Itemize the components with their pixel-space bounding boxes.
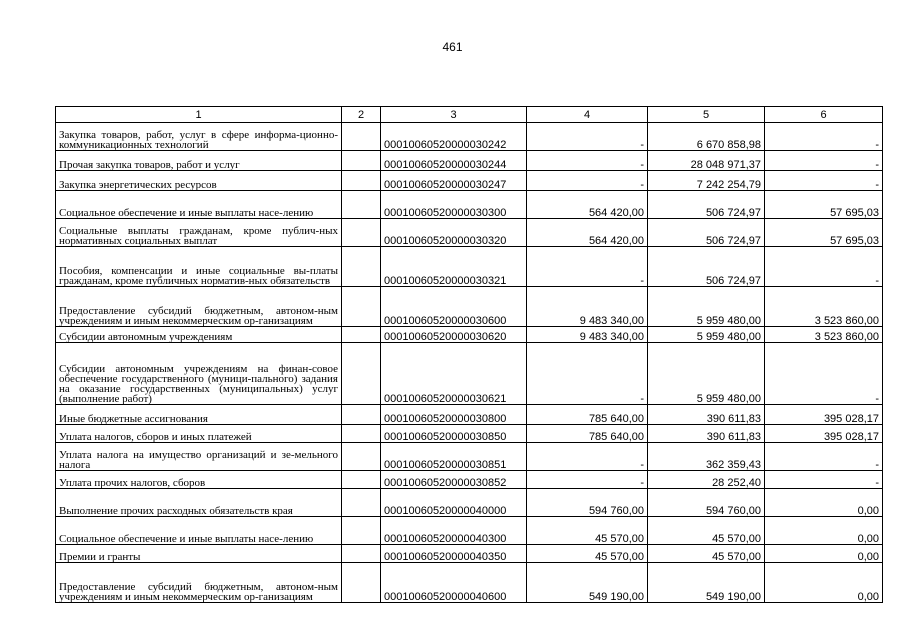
row-value-6-cell: 0,00 (765, 489, 883, 517)
table-row (56, 151, 883, 171)
row-value-4-cell: - (527, 343, 648, 405)
table-row (56, 489, 883, 517)
table-row (56, 517, 883, 545)
column-header: 1 (56, 107, 342, 123)
row-value-4-cell: 45 570,00 (527, 545, 648, 563)
table-row (56, 191, 883, 219)
row-value-5-cell: 549 190,00 (648, 563, 765, 603)
table-row (56, 287, 883, 327)
row-col2-cell (342, 489, 381, 517)
row-value-5-cell: 28 252,40 (648, 471, 765, 489)
row-col2-cell (342, 327, 381, 343)
row-value-5-cell: 362 359,43 (648, 443, 765, 471)
row-code-cell: 00010060520000030850 (381, 425, 527, 443)
row-col2-cell (342, 247, 381, 287)
column-header: 6 (765, 107, 883, 123)
row-value-6-cell: - (765, 443, 883, 471)
row-col2-cell (342, 171, 381, 191)
table-row (56, 327, 883, 343)
header-row (56, 107, 883, 123)
row-code-cell: 00010060520000040600 (381, 563, 527, 603)
row-value-4-cell: 594 760,00 (527, 489, 648, 517)
row-code-cell: 00010060520000030800 (381, 405, 527, 425)
row-code-cell: 00010060520000030242 (381, 123, 527, 151)
table-row (56, 343, 883, 405)
row-col2-cell (342, 563, 381, 603)
table-row (56, 405, 883, 425)
row-name-cell: Предоставление субсидий бюджетным, автоном-ным учреждениям и иным некоммерческим ор-ганизациям (56, 563, 342, 603)
row-value-6-cell: 0,00 (765, 517, 883, 545)
row-col2-cell (342, 287, 381, 327)
row-col2-cell (342, 123, 381, 151)
row-value-6-cell: 0,00 (765, 563, 883, 603)
row-code-cell: 00010060520000040000 (381, 489, 527, 517)
row-name-cell: Социальное обеспечение и иные выплаты насе-лению (56, 191, 342, 219)
row-value-4-cell: 9 483 340,00 (527, 287, 648, 327)
row-value-5-cell: 506 724,97 (648, 191, 765, 219)
row-code-cell: 00010060520000030620 (381, 327, 527, 343)
row-value-5-cell: 506 724,97 (648, 247, 765, 287)
row-code-cell: 00010060520000030621 (381, 343, 527, 405)
row-value-5-cell: 5 959 480,00 (648, 343, 765, 405)
row-name-cell: Пособия, компенсации и иные социальные вы-платы гражданам, кроме публичных норматив-ных обязательств (56, 247, 342, 287)
row-value-6-cell: - (765, 247, 883, 287)
row-value-6-cell: - (765, 151, 883, 171)
row-name-cell: Уплата прочих налогов, сборов (56, 471, 342, 489)
row-value-6-cell: - (765, 471, 883, 489)
row-value-4-cell: 9 483 340,00 (527, 327, 648, 343)
row-value-5-cell: 7 242 254,79 (648, 171, 765, 191)
page-number: 461 (442, 40, 463, 54)
row-value-6-cell: 3 523 860,00 (765, 287, 883, 327)
row-code-cell: 00010060520000040350 (381, 545, 527, 563)
row-name-cell: Социальные выплаты гражданам, кроме публич-ных нормативных социальных выплат (56, 219, 342, 247)
row-name-cell: Субсидии автономным учреждениям на финан-совое обеспечение государственного (муници-пального) задания на оказание государственных (муниципальных) услуг (выполнение работ) (56, 343, 342, 405)
row-code-cell: 00010060520000030300 (381, 191, 527, 219)
row-col2-cell (342, 517, 381, 545)
row-value-4-cell: - (527, 151, 648, 171)
row-value-5-cell: 45 570,00 (648, 545, 765, 563)
budget-table (55, 106, 883, 603)
row-value-4-cell: 785 640,00 (527, 425, 648, 443)
row-code-cell: 00010060520000030851 (381, 443, 527, 471)
row-name-cell: Премии и гранты (56, 545, 342, 563)
column-header: 2 (342, 107, 381, 123)
row-value-6-cell: 57 695,03 (765, 191, 883, 219)
row-value-6-cell: 3 523 860,00 (765, 327, 883, 343)
column-header: 5 (648, 107, 765, 123)
row-col2-cell (342, 343, 381, 405)
table-row (56, 171, 883, 191)
table-row (56, 545, 883, 563)
table-row (56, 123, 883, 151)
row-value-4-cell: 549 190,00 (527, 563, 648, 603)
row-name-cell: Иные бюджетные ассигнования (56, 405, 342, 425)
row-value-4-cell: - (527, 471, 648, 489)
row-col2-cell (342, 219, 381, 247)
row-name-cell: Прочая закупка товаров, работ и услуг (56, 151, 342, 171)
row-value-5-cell: 390 611,83 (648, 425, 765, 443)
row-value-4-cell: 564 420,00 (527, 219, 648, 247)
row-value-6-cell: - (765, 343, 883, 405)
column-header: 4 (527, 107, 648, 123)
row-value-5-cell: 5 959 480,00 (648, 327, 765, 343)
row-value-5-cell: 506 724,97 (648, 219, 765, 247)
row-name-cell: Уплата налогов, сборов и иных платежей (56, 425, 342, 443)
row-value-4-cell: - (527, 247, 648, 287)
table-row (56, 563, 883, 603)
row-code-cell: 00010060520000030852 (381, 471, 527, 489)
row-col2-cell (342, 545, 381, 563)
row-value-6-cell: 395 028,17 (765, 425, 883, 443)
row-code-cell: 00010060520000030320 (381, 219, 527, 247)
row-col2-cell (342, 443, 381, 471)
row-name-cell: Выполнение прочих расходных обязательств края (56, 489, 342, 517)
table-body (56, 123, 883, 603)
row-value-6-cell: - (765, 171, 883, 191)
row-value-4-cell: - (527, 171, 648, 191)
row-code-cell: 00010060520000040300 (381, 517, 527, 545)
row-value-4-cell: 564 420,00 (527, 191, 648, 219)
row-col2-cell (342, 151, 381, 171)
row-value-4-cell: 785 640,00 (527, 405, 648, 425)
row-col2-cell (342, 425, 381, 443)
column-header: 3 (381, 107, 527, 123)
table-row (56, 425, 883, 443)
table-row (56, 471, 883, 489)
table-row (56, 247, 883, 287)
row-col2-cell (342, 471, 381, 489)
row-value-5-cell: 5 959 480,00 (648, 287, 765, 327)
row-name-cell: Закупка товаров, работ, услуг в сфере информа-ционно-коммуникационных технологий (56, 123, 342, 151)
row-code-cell: 00010060520000030321 (381, 247, 527, 287)
row-value-6-cell: 395 028,17 (765, 405, 883, 425)
row-value-4-cell: 45 570,00 (527, 517, 648, 545)
row-value-5-cell: 594 760,00 (648, 489, 765, 517)
row-value-5-cell: 28 048 971,37 (648, 151, 765, 171)
row-name-cell: Закупка энергетических ресурсов (56, 171, 342, 191)
table-row (56, 219, 883, 247)
row-value-6-cell: - (765, 123, 883, 151)
row-value-6-cell: 0,00 (765, 545, 883, 563)
row-value-6-cell: 57 695,03 (765, 219, 883, 247)
row-col2-cell (342, 405, 381, 425)
row-col2-cell (342, 191, 381, 219)
row-value-4-cell: - (527, 123, 648, 151)
row-name-cell: Предоставление субсидий бюджетным, автоном-ным учреждениям и иным некоммерческим ор-ганизациям (56, 287, 342, 327)
row-name-cell: Социальное обеспечение и иные выплаты насе-лению (56, 517, 342, 545)
row-value-5-cell: 45 570,00 (648, 517, 765, 545)
table-row (56, 443, 883, 471)
row-code-cell: 00010060520000030247 (381, 171, 527, 191)
row-code-cell: 00010060520000030600 (381, 287, 527, 327)
row-value-5-cell: 6 670 858,98 (648, 123, 765, 151)
row-value-4-cell: - (527, 443, 648, 471)
row-code-cell: 00010060520000030244 (381, 151, 527, 171)
row-value-5-cell: 390 611,83 (648, 405, 765, 425)
row-name-cell: Уплата налога на имущество организаций и зе-мельного налога (56, 443, 342, 471)
row-name-cell: Субсидии автономным учреждениям (56, 327, 342, 343)
